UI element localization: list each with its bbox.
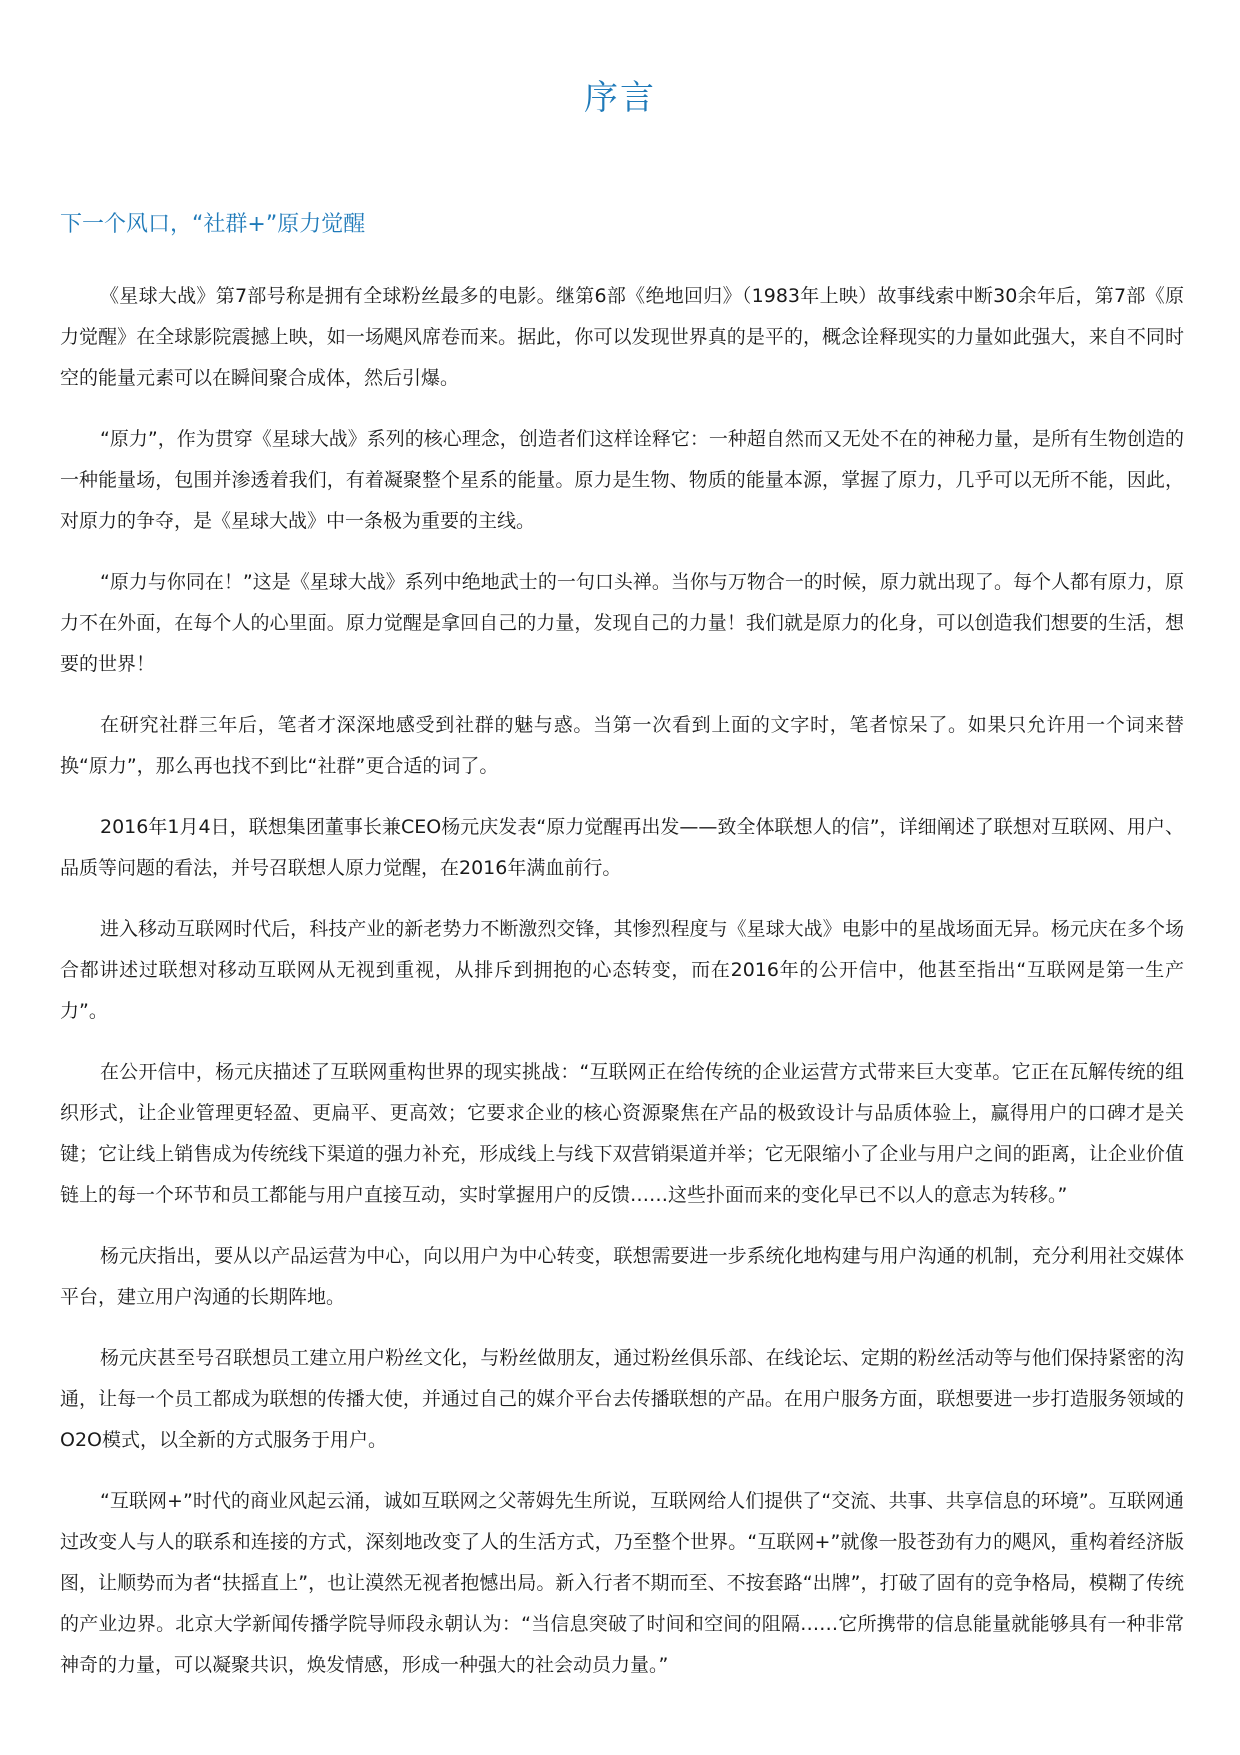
paragraph: 2016年1月4日，联想集团董事长兼CEO杨元庆发表“原力觉醒再出发——致全体联想人的信”，详细阐述了联想对互联网、用户、品质等问题的看法，并号召联想人原力觉醒，在2016年满血前行。 <box>60 816 1184 879</box>
paragraph: “互联网+”时代的商业风起云涌，诚如互联网之父蒂姆先生所说，互联网给人们提供了“交流、共事、共享信息的环境”。互联网通过改变人与人的联系和连接的方式，深刻地改变了人的生活方式，乃至整个世界。“互联网+”就像一股苍劲有力的飓风，重构着经济版图，让顺势而为者“扶摇直上”，也让漠然无视者抱憾出局。新入行者不期而至、不按套路“出牌”，打破了固有的竞争格局，模糊了传统的产业边界。北京大学新闻传播学院导师段永朝认为：“当信息突破了时间和空间的阻隔……它所携带的信息能量就能够具有一种非常神奇的力量，可以凝聚共识，焕发情感，形成一种强大的社会动员力量。” <box>60 1490 1184 1676</box>
paragraph: 杨元庆甚至号召联想员工建立用户粉丝文化，与粉丝做朋友，通过粉丝俱乐部、在线论坛、定期的粉丝活动等与他们保持紧密的沟通，让每一个员工都成为联想的传播大使，并通过自己的媒介平台去传播联想的产品。在用户服务方面，联想要进一步打造服务领域的O2O模式，以全新的方式服务于用户。 <box>60 1347 1184 1451</box>
paragraph: “原力与你同在！”这是《星球大战》系列中绝地武士的一句口头禅。当你与万物合一的时候，原力就出现了。每个人都有原力，原力不在外面，在每个人的心里面。原力觉醒是拿回自己的力量，发现自己的力量！我们就是原力的化身，可以创造我们想要的生活，想要的世界！ <box>60 571 1184 675</box>
section-heading: 下一个风口，“社群+”原力觉醒 <box>60 212 366 237</box>
paragraph: 进入移动互联网时代后，科技产业的新老势力不断激烈交锋，其惨烈程度与《星球大战》电影中的星战场面无异。杨元庆在多个场合都讲述过联想对移动互联网从无视到重视，从排斥到拥抱的心态转变，而在2016年的公开信中，他甚至指出“互联网是第一生产力”。 <box>60 918 1184 1022</box>
page-title: 序言 <box>584 78 656 118</box>
paragraph: 杨元庆指出，要从以产品运营为中心，向以用户为中心转变，联想需要进一步系统化地构建与用户沟通的机制，充分利用社交媒体平台，建立用户沟通的长期阵地。 <box>60 1245 1184 1308</box>
paragraph: 在研究社群三年后，笔者才深深地感受到社群的魅与惑。当第一次看到上面的文字时，笔者惊呆了。如果只允许用一个词来替换“原力”，那么再也找不到比“社群”更合适的词了。 <box>60 714 1184 777</box>
paragraph: “原力”，作为贯穿《星球大战》系列的核心理念，创造者们这样诠释它：一种超自然而又无处不在的神秘力量，是所有生物创造的一种能量场，包围并渗透着我们，有着凝聚整个星系的能量。原力是生物、物质的能量本源，掌握了原力，几乎可以无所不能，因此，对原力的争夺，是《星球大战》中一条极为重要的主线。 <box>60 428 1184 532</box>
document-body <box>60 276 1184 1706</box>
paragraph: 《星球大战》第7部号称是拥有全球粉丝最多的电影。继第6部《绝地回归》（1983年上映）故事线索中断30余年后，第7部《原力觉醒》在全球影院震撼上映，如一场飓风席卷而来。据此，你可以发现世界真的是平的，概念诠释现实的力量如此强大，来自不同时空的能量元素可以在瞬间聚合成体，然后引爆。 <box>60 285 1184 389</box>
paragraph: 在公开信中，杨元庆描述了互联网重构世界的现实挑战：“互联网正在给传统的企业运营方式带来巨大变革。它正在瓦解传统的组织形式，让企业管理更轻盈、更扁平、更高效；它要求企业的核心资源聚焦在产品的极致设计与品质体验上，赢得用户的口碑才是关键；它让线上销售成为传统线下渠道的强力补充，形成线上与线下双营销渠道并举；它无限缩小了企业与用户之间的距离，让企业价值链上的每一个环节和员工都能与用户直接互动，实时掌握用户的反馈……这些扑面而来的变化早已不以人的意志为转移。” <box>60 1061 1184 1206</box>
